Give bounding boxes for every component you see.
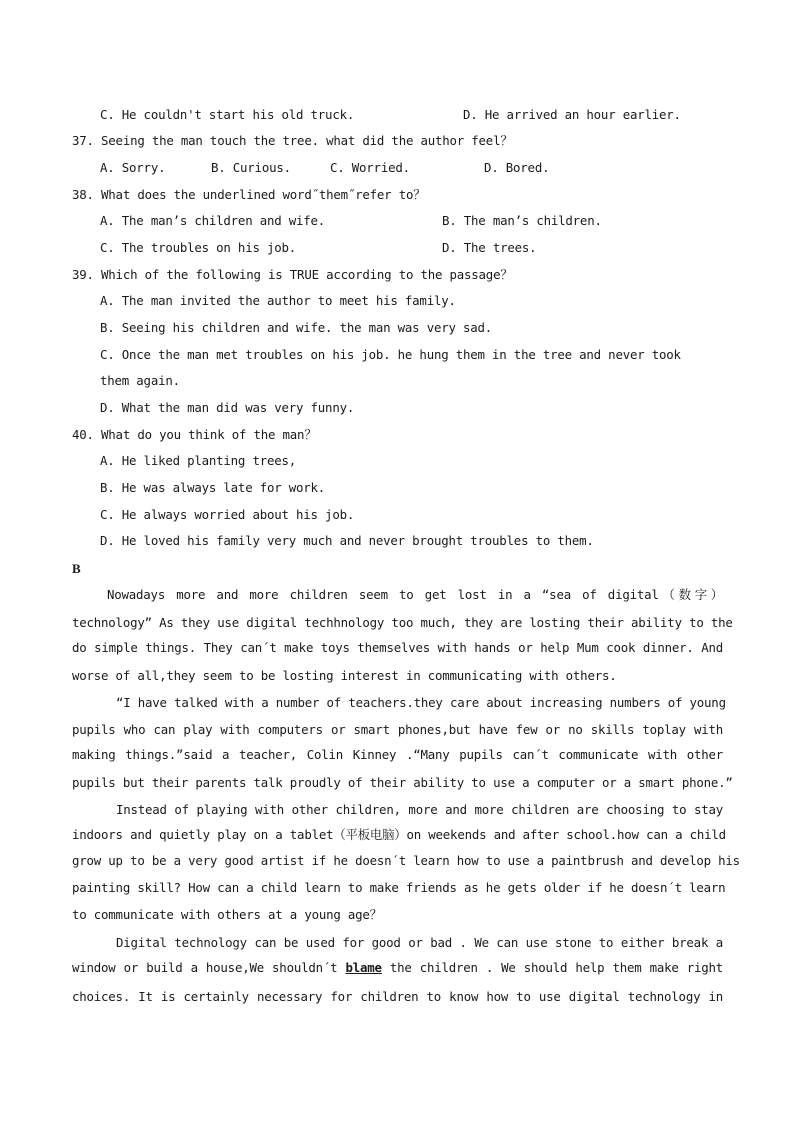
passage-p4-line2-pre: window or build a house,We shouldn´t bbox=[72, 960, 338, 975]
q36-option-d: D. He arrived an hour earlier. bbox=[463, 107, 681, 122]
q40-option-c: C. He always worried about his job. bbox=[100, 507, 355, 522]
passage-p4-line2-post: the children . We should help them make right bbox=[389, 960, 724, 975]
q37-stem: 37. Seeing the man touch the tree. what did the author feel？ bbox=[72, 133, 513, 148]
passage-p2-line2: pupils who can play with computers or smart phones,but have few or no skills toplay with bbox=[72, 722, 723, 737]
q37-option-a: A. Sorry. bbox=[100, 160, 166, 175]
q36-option-c: C. He couldn't start his old truck. bbox=[100, 107, 355, 122]
passage-p2-line3: making things.”said a teacher, Colin Kinney .“Many pupils can´t communicate with other bbox=[72, 747, 723, 762]
passage-p3-line1: Instead of playing with other children, more and more children are choosing to stay bbox=[116, 802, 723, 817]
passage-p4-line1: Digital technology can be used for good or bad . We can use stone to either break a bbox=[116, 935, 723, 950]
underlined-word-blame: blame bbox=[345, 960, 382, 975]
passage-p1-line1: Nowadays more and more children seem to get lost in a “sea of digital（数字） bbox=[107, 587, 723, 602]
passage-p2-line1: “I have talked with a number of teachers.they care about increasing numbers of young bbox=[116, 695, 726, 710]
q39-option-a: A. The man invited the author to meet his family. bbox=[100, 293, 456, 308]
q39-option-c-line2: them again. bbox=[100, 373, 180, 388]
section-b-label: B bbox=[72, 561, 81, 576]
passage-p3-line4: painting skill? How can a child learn to make friends as he gets older if he doesn´t learn bbox=[72, 880, 726, 895]
q38-option-c: C. The troubles on his job. bbox=[100, 240, 297, 255]
q38-option-a: A. The man’s children and wife. bbox=[100, 213, 326, 228]
passage-p3-line5: to communicate with others at a young age？ bbox=[72, 907, 382, 922]
q40-option-d: D. He loved his family very much and never brought troubles to them. bbox=[100, 533, 594, 548]
passage-p4-line3: choices. It is certainly necessary for children to know how to use digital technology in bbox=[72, 989, 723, 1004]
q38-option-b: B. The man’s children. bbox=[442, 213, 602, 228]
passage-p3-line3: grow up to be a very good artist if he doesn´t learn how to use a paintbrush and develop his bbox=[72, 853, 740, 868]
q39-option-d: D. What the man did was very funny. bbox=[100, 400, 355, 415]
passage-p3-line2: indoors and quietly play on a tablet（平板电脑）on weekends and after school.how can a child bbox=[72, 827, 726, 842]
q39-option-b: B. Seeing his children and wife. the man was very sad. bbox=[100, 320, 493, 335]
q40-option-a: A. He liked planting trees, bbox=[100, 453, 297, 468]
q37-option-d: D. Bored. bbox=[484, 160, 550, 175]
passage-p4-line2 bbox=[72, 961, 723, 975]
q40-option-b: B. He was always late for work. bbox=[100, 480, 326, 495]
q38-stem: 38. What does the underlined word˝them˝refer to？ bbox=[72, 187, 426, 202]
passage-p1-line2: technology” As they use digital techhnology too much, they are losting their ability to the bbox=[72, 615, 733, 630]
q37-option-b: B. Curious. bbox=[211, 160, 291, 175]
q39-stem: 39. Which of the following is TRUE according to the passage？ bbox=[72, 267, 513, 282]
q38-option-d: D. The trees. bbox=[442, 240, 537, 255]
passage-p1-line4: worse of all,they seem to be losting interest in communicating with others. bbox=[72, 668, 617, 683]
passage-p2-line4: pupils but their parents talk proudly of their ability to use a computer or a smart phone.” bbox=[72, 775, 733, 790]
q37-option-c: C. Worried. bbox=[330, 160, 410, 175]
passage-p1-line3: do simple things. They can´t make toys themselves with hands or help Mum cook dinner. And bbox=[72, 640, 723, 655]
q40-stem: 40. What do you think of the man？ bbox=[72, 427, 317, 442]
q39-option-c-line1: C. Once the man met troubles on his job. he hung them in the tree and never took bbox=[100, 347, 681, 362]
